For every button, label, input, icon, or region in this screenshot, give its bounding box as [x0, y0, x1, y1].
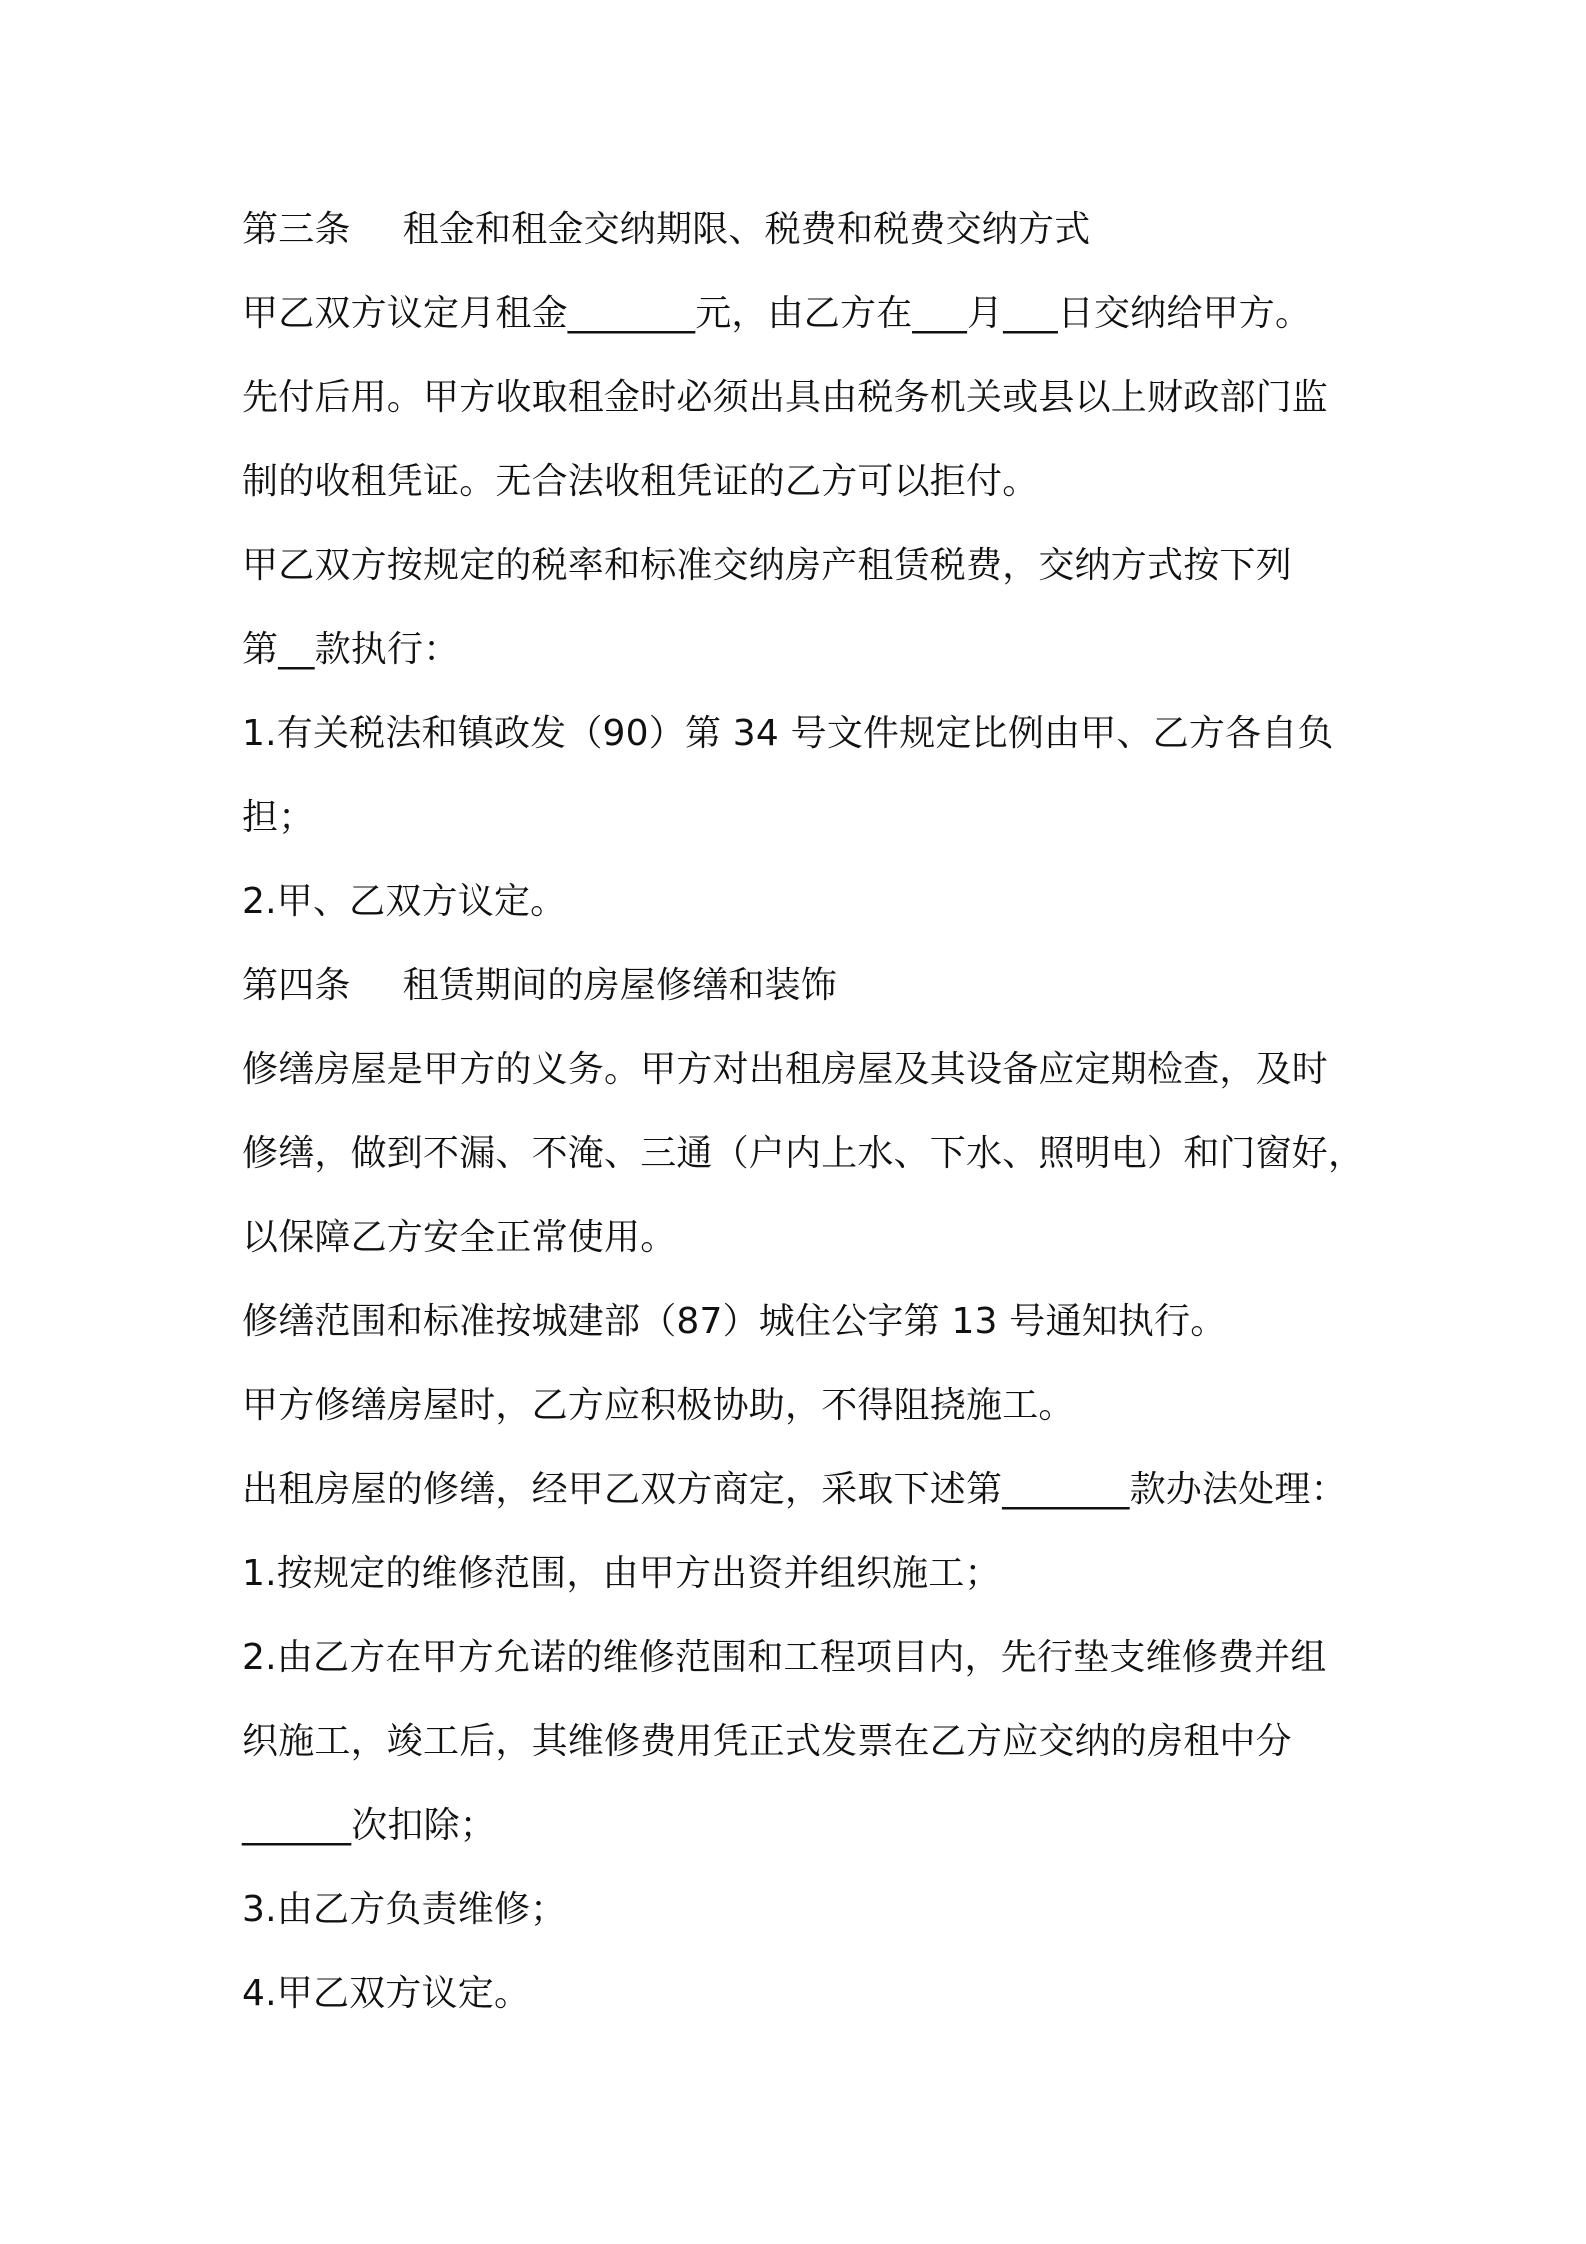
article-4-line-9: 织施工，竣工后，其维修费用凭正式发票在乙方应交纳的房租中分 — [242, 1721, 1292, 1762]
article-4-number: 第四条 — [242, 965, 351, 1006]
article-4-line-11: 3.由乙方负责维修； — [242, 1889, 567, 1930]
article-3-title: 租金和租金交纳期限、税费和税费交纳方式 — [402, 209, 1091, 250]
article-4-heading — [242, 944, 1362, 1028]
article-4-line-5: 甲方修缮房屋时，乙方应积极协助，不得阻挠施工。 — [242, 1385, 1075, 1426]
article-3-line-2: 先付后用。甲方收取租金时必须出具由税务机关或县以上财政部门监 — [242, 377, 1329, 418]
article-3-number: 第三条 — [242, 209, 351, 250]
article-4-title: 租赁期间的房屋修缮和装饰 — [402, 965, 838, 1006]
article-4-line-12: 4.甲乙双方议定。 — [242, 1973, 531, 2014]
article-3-line-4: 甲乙双方按规定的税率和标准交纳房产租赁税费，交纳方式按下列 — [242, 545, 1292, 586]
article-3-line-5: 第__款执行： — [242, 629, 460, 670]
article-4-line-6: 出租房屋的修缮，经甲乙双方商定，采取下述第_______款办法处理： — [242, 1469, 1347, 1510]
article-3-line-1: 甲乙双方议定月租金_______元，由乙方在___月___日交纳给甲方。 — [242, 293, 1312, 334]
article-4-line-2: 修缮，做到不漏、不淹、三通（户内上水、下水、照明电）和门窗好， — [242, 1133, 1365, 1174]
article-3-line-6: 1.有关税法和镇政发（90）第 34 号文件规定比例由甲、乙方各自负 — [242, 713, 1334, 754]
document-body — [242, 188, 1365, 2036]
article-4-line-10: ______次扣除； — [242, 1805, 497, 1846]
article-3-line-3: 制的收租凭证。无合法收租凭证的乙方可以拒付。 — [242, 461, 1039, 502]
article-4-line-4: 修缮范围和标准按城建部（87）城住公字第 13 号通知执行。 — [242, 1301, 1227, 1342]
article-4-line-1: 修缮房屋是甲方的义务。甲方对出租房屋及其设备应定期检查，及时 — [242, 1049, 1329, 1090]
article-3-line-8: 2.甲、乙双方议定。 — [242, 881, 567, 922]
article-4-line-3: 以保障乙方安全正常使用。 — [242, 1217, 677, 1258]
article-4-line-8: 2.由乙方在甲方允诺的维修范围和工程项目内，先行垫支维修费并组 — [242, 1637, 1327, 1678]
article-3-heading — [242, 188, 1362, 272]
article-4-line-7: 1.按规定的维修范围，由甲方出资并组织施工； — [242, 1553, 1001, 1594]
article-3-line-7: 担； — [242, 797, 315, 838]
